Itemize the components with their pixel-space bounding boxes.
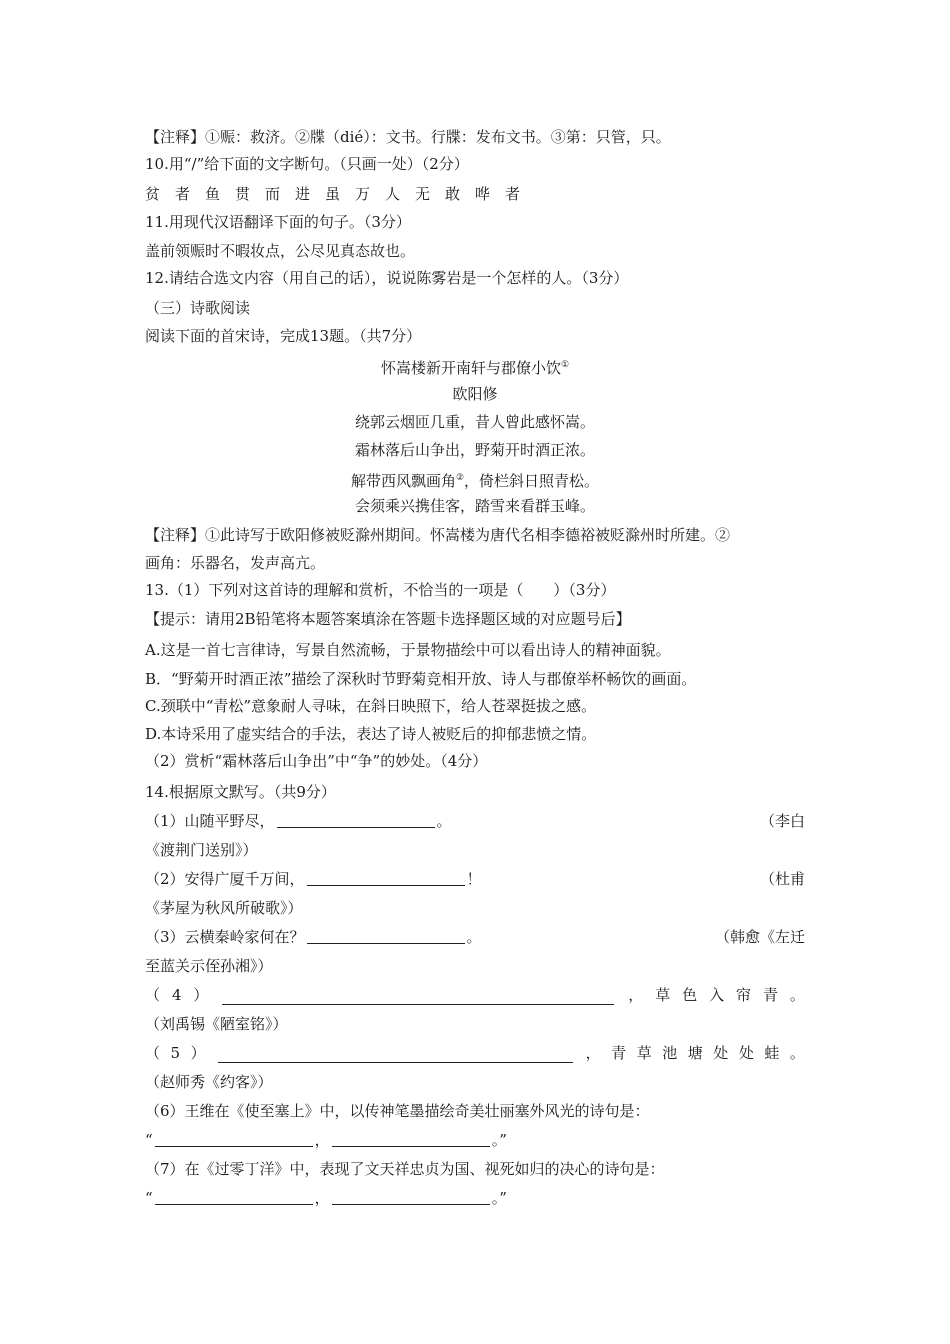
- poem-line-1: 绕郭云烟匝几重，昔人曾此感怀嵩。: [354, 413, 595, 431]
- dictation-5-char: 池: [662, 1044, 678, 1062]
- dictation-6-prompt: （6）王维在《使至塞上》中，以传神笔墨描绘奇美壮丽塞外风光的诗句是：: [145, 1102, 650, 1120]
- dictation-6-blank-1[interactable]: [155, 1131, 313, 1147]
- dictation-4-char: 草: [655, 986, 671, 1004]
- dictation-5-source: （赵师秀《约客》）: [145, 1073, 273, 1091]
- dictation-2-blank[interactable]: [307, 870, 465, 886]
- question-13-1: 13.（1）下列对这首诗的理解和赏析，不恰当的一项是（ ）（3分）: [145, 581, 616, 599]
- dictation-3-source-a: （韩愈《左迁: [714, 928, 805, 946]
- section-poetry-heading: （三）诗歌阅读: [145, 299, 251, 317]
- dictation-5-num-close: ）: [190, 1044, 206, 1062]
- dictation-7-prompt: （7）在《过零丁洋》中，表现了文天祥忠贞为国、视死如归的决心的诗句是：: [145, 1160, 665, 1178]
- dictation-4-num: 4: [171, 986, 182, 1004]
- q10-char: 敢: [445, 185, 461, 203]
- option-c: C.颈联中“青松”意象耐人寻味，在斜日映照下，给人苍翠挺拔之感。: [145, 697, 597, 715]
- dictation-6-comma: ，: [314, 1131, 330, 1149]
- q10-char: 虽: [325, 185, 341, 203]
- q10-char: 贫: [145, 185, 161, 203]
- poem-line-4: 会须乘兴携佳客，踏雪来看群玉峰。: [354, 497, 595, 515]
- q10-char: 进: [295, 185, 311, 203]
- dictation-5: [145, 1043, 805, 1063]
- dictation-3-blank[interactable]: [307, 928, 465, 944]
- notes-classical: 【注释】①赈：救济。②牒（dié）：文书。行牒：发布文书。③第：只管，只。: [145, 128, 671, 146]
- dictation-4-char: ，: [628, 986, 644, 1004]
- poem-line-3-part-a: 解带西风飘画角: [350, 472, 456, 490]
- dictation-6-blank-2[interactable]: [332, 1131, 490, 1147]
- dictation-7-close-quote: 。”: [491, 1189, 507, 1207]
- question-14: 14.根据原文默写。（共9分）: [145, 783, 336, 801]
- dictation-5-num-open: （: [145, 1044, 161, 1062]
- q10-char: 哗: [475, 185, 491, 203]
- dictation-5-char: 草: [636, 1044, 652, 1062]
- dictation-4-num-close: ）: [193, 986, 209, 1004]
- dictation-2-prompt: （2）安得广厦千万间，: [145, 870, 305, 888]
- poem-author: 欧阳修: [452, 385, 498, 403]
- dictation-4: [145, 985, 805, 1005]
- q10-char: 者: [175, 185, 191, 203]
- dictation-5-char: 处: [713, 1044, 729, 1062]
- poem-line-3-part-b: ，倚栏斜日照青松。: [464, 472, 600, 490]
- q10-char: 人: [385, 185, 401, 203]
- question-10: 10.用“/”给下面的文字断句。（只画一处）（2分）: [145, 155, 469, 173]
- dictation-4-char: 。: [789, 986, 805, 1004]
- dictation-6-answer: [145, 1130, 507, 1150]
- question-12: 12.请结合选文内容（用自己的话），说说陈雾岩是一个怎样的人。（3分）: [145, 269, 629, 287]
- poem-title: [0, 355, 950, 378]
- section-poetry-intro: 阅读下面的首宋诗，完成13题。（共7分）: [145, 327, 422, 345]
- dictation-4-blank[interactable]: [222, 989, 614, 1005]
- dictation-5-char: 。: [789, 1044, 805, 1062]
- dictation-4-char: 青: [762, 986, 778, 1004]
- dictation-2: [145, 869, 482, 889]
- dictation-5-blank[interactable]: [218, 1047, 573, 1063]
- notes-poem-line-1: 【注释】①此诗写于欧阳修被贬滁州期间。怀嵩楼为唐代名相李德裕被贬滁州时所建。②: [145, 526, 731, 544]
- dictation-3: [145, 927, 482, 947]
- q11-sentence: 盖前领赈时不暇妆点，公尽见真态故也。: [145, 242, 416, 260]
- dictation-4-source: （刘禹锡《陋室铭》）: [145, 1015, 288, 1033]
- q10-char: 贯: [235, 185, 251, 203]
- dictation-4-char: 入: [709, 986, 725, 1004]
- dictation-5-char: ，: [585, 1044, 601, 1062]
- dictation-2-source-b: 《茅屋为秋风所破歌》）: [145, 899, 303, 917]
- dictation-4-char: 色: [682, 986, 698, 1004]
- dictation-4-char: 帘: [736, 986, 752, 1004]
- dictation-7-blank-1[interactable]: [155, 1189, 313, 1205]
- dictation-1-end: 。: [436, 812, 452, 830]
- notes-poem-line-2: 画角：乐器名，发声高亢。: [145, 554, 326, 572]
- q10-char: 而: [265, 185, 281, 203]
- dictation-7-blank-2[interactable]: [332, 1189, 490, 1205]
- dictation-5-char: 塘: [687, 1044, 703, 1062]
- dictation-1-blank[interactable]: [277, 812, 435, 828]
- q10-char: 无: [415, 185, 431, 203]
- option-a: A.这是一首七言律诗，写景自然流畅，于景物描绘中可以看出诗人的精神面貌。: [145, 641, 671, 659]
- dictation-1-source-a: （李白: [759, 812, 805, 830]
- dictation-3-prompt: （3）云横秦岭家何在？: [145, 928, 305, 946]
- poem-title-text: 怀嵩楼新开南轩与郡僚小饮: [380, 359, 561, 377]
- dictation-5-char: 处: [738, 1044, 754, 1062]
- dictation-3-source-b: 至蓝关示侄孙湘》）: [145, 957, 273, 975]
- dictation-2-source-a: （杜甫: [759, 870, 805, 888]
- dictation-7-comma: ，: [314, 1189, 330, 1207]
- dictation-1-prompt: （1）山随平野尽，: [145, 812, 275, 830]
- question-13-hint: 【提示：请用2B铅笔将本题答案填涂在答题卡选择题区域的对应题号后】: [145, 610, 631, 628]
- dictation-7-answer: [145, 1188, 507, 1208]
- question-13-2: （2）赏析“霜林落后山争出”中“争”的妙处。（4分）: [145, 752, 488, 770]
- dictation-5-char: 蛙: [764, 1044, 780, 1062]
- dictation-5-num: 5: [170, 1044, 181, 1062]
- q10-text-chars: [145, 184, 535, 204]
- dictation-5-char: 青: [611, 1044, 627, 1062]
- poem-title-footnote-mark: ①: [560, 360, 570, 370]
- dictation-1-source-b: 《渡荆门送别》）: [145, 841, 258, 859]
- dictation-1: [145, 811, 452, 831]
- dictation-6-open-quote: “: [145, 1131, 153, 1149]
- dictation-6-close-quote: 。”: [491, 1131, 507, 1149]
- question-11: 11.用现代汉语翻译下面的句子。（3分）: [145, 213, 411, 231]
- dictation-2-end: ！: [466, 870, 482, 888]
- q10-char: 万: [355, 185, 371, 203]
- option-d: D.本诗采用了虚实结合的手法，表达了诗人被贬后的抑郁悲愤之情。: [145, 725, 597, 743]
- option-b: B．“野菊开时酒正浓”描绘了深秋时节野菊竞相开放、诗人与郡僚举杯畅饮的画面。: [145, 670, 697, 688]
- dictation-4-num-open: （: [145, 986, 161, 1004]
- q10-char: 鱼: [205, 185, 221, 203]
- dictation-3-end: 。: [466, 928, 482, 946]
- poem-line-3-footnote-mark: ②: [455, 473, 465, 483]
- dictation-7-open-quote: “: [145, 1189, 153, 1207]
- poem-line-2: 霜林落后山争出，野菊开时酒正浓。: [354, 441, 595, 459]
- poem-line-3: [0, 468, 950, 491]
- q10-char: 者: [505, 185, 521, 203]
